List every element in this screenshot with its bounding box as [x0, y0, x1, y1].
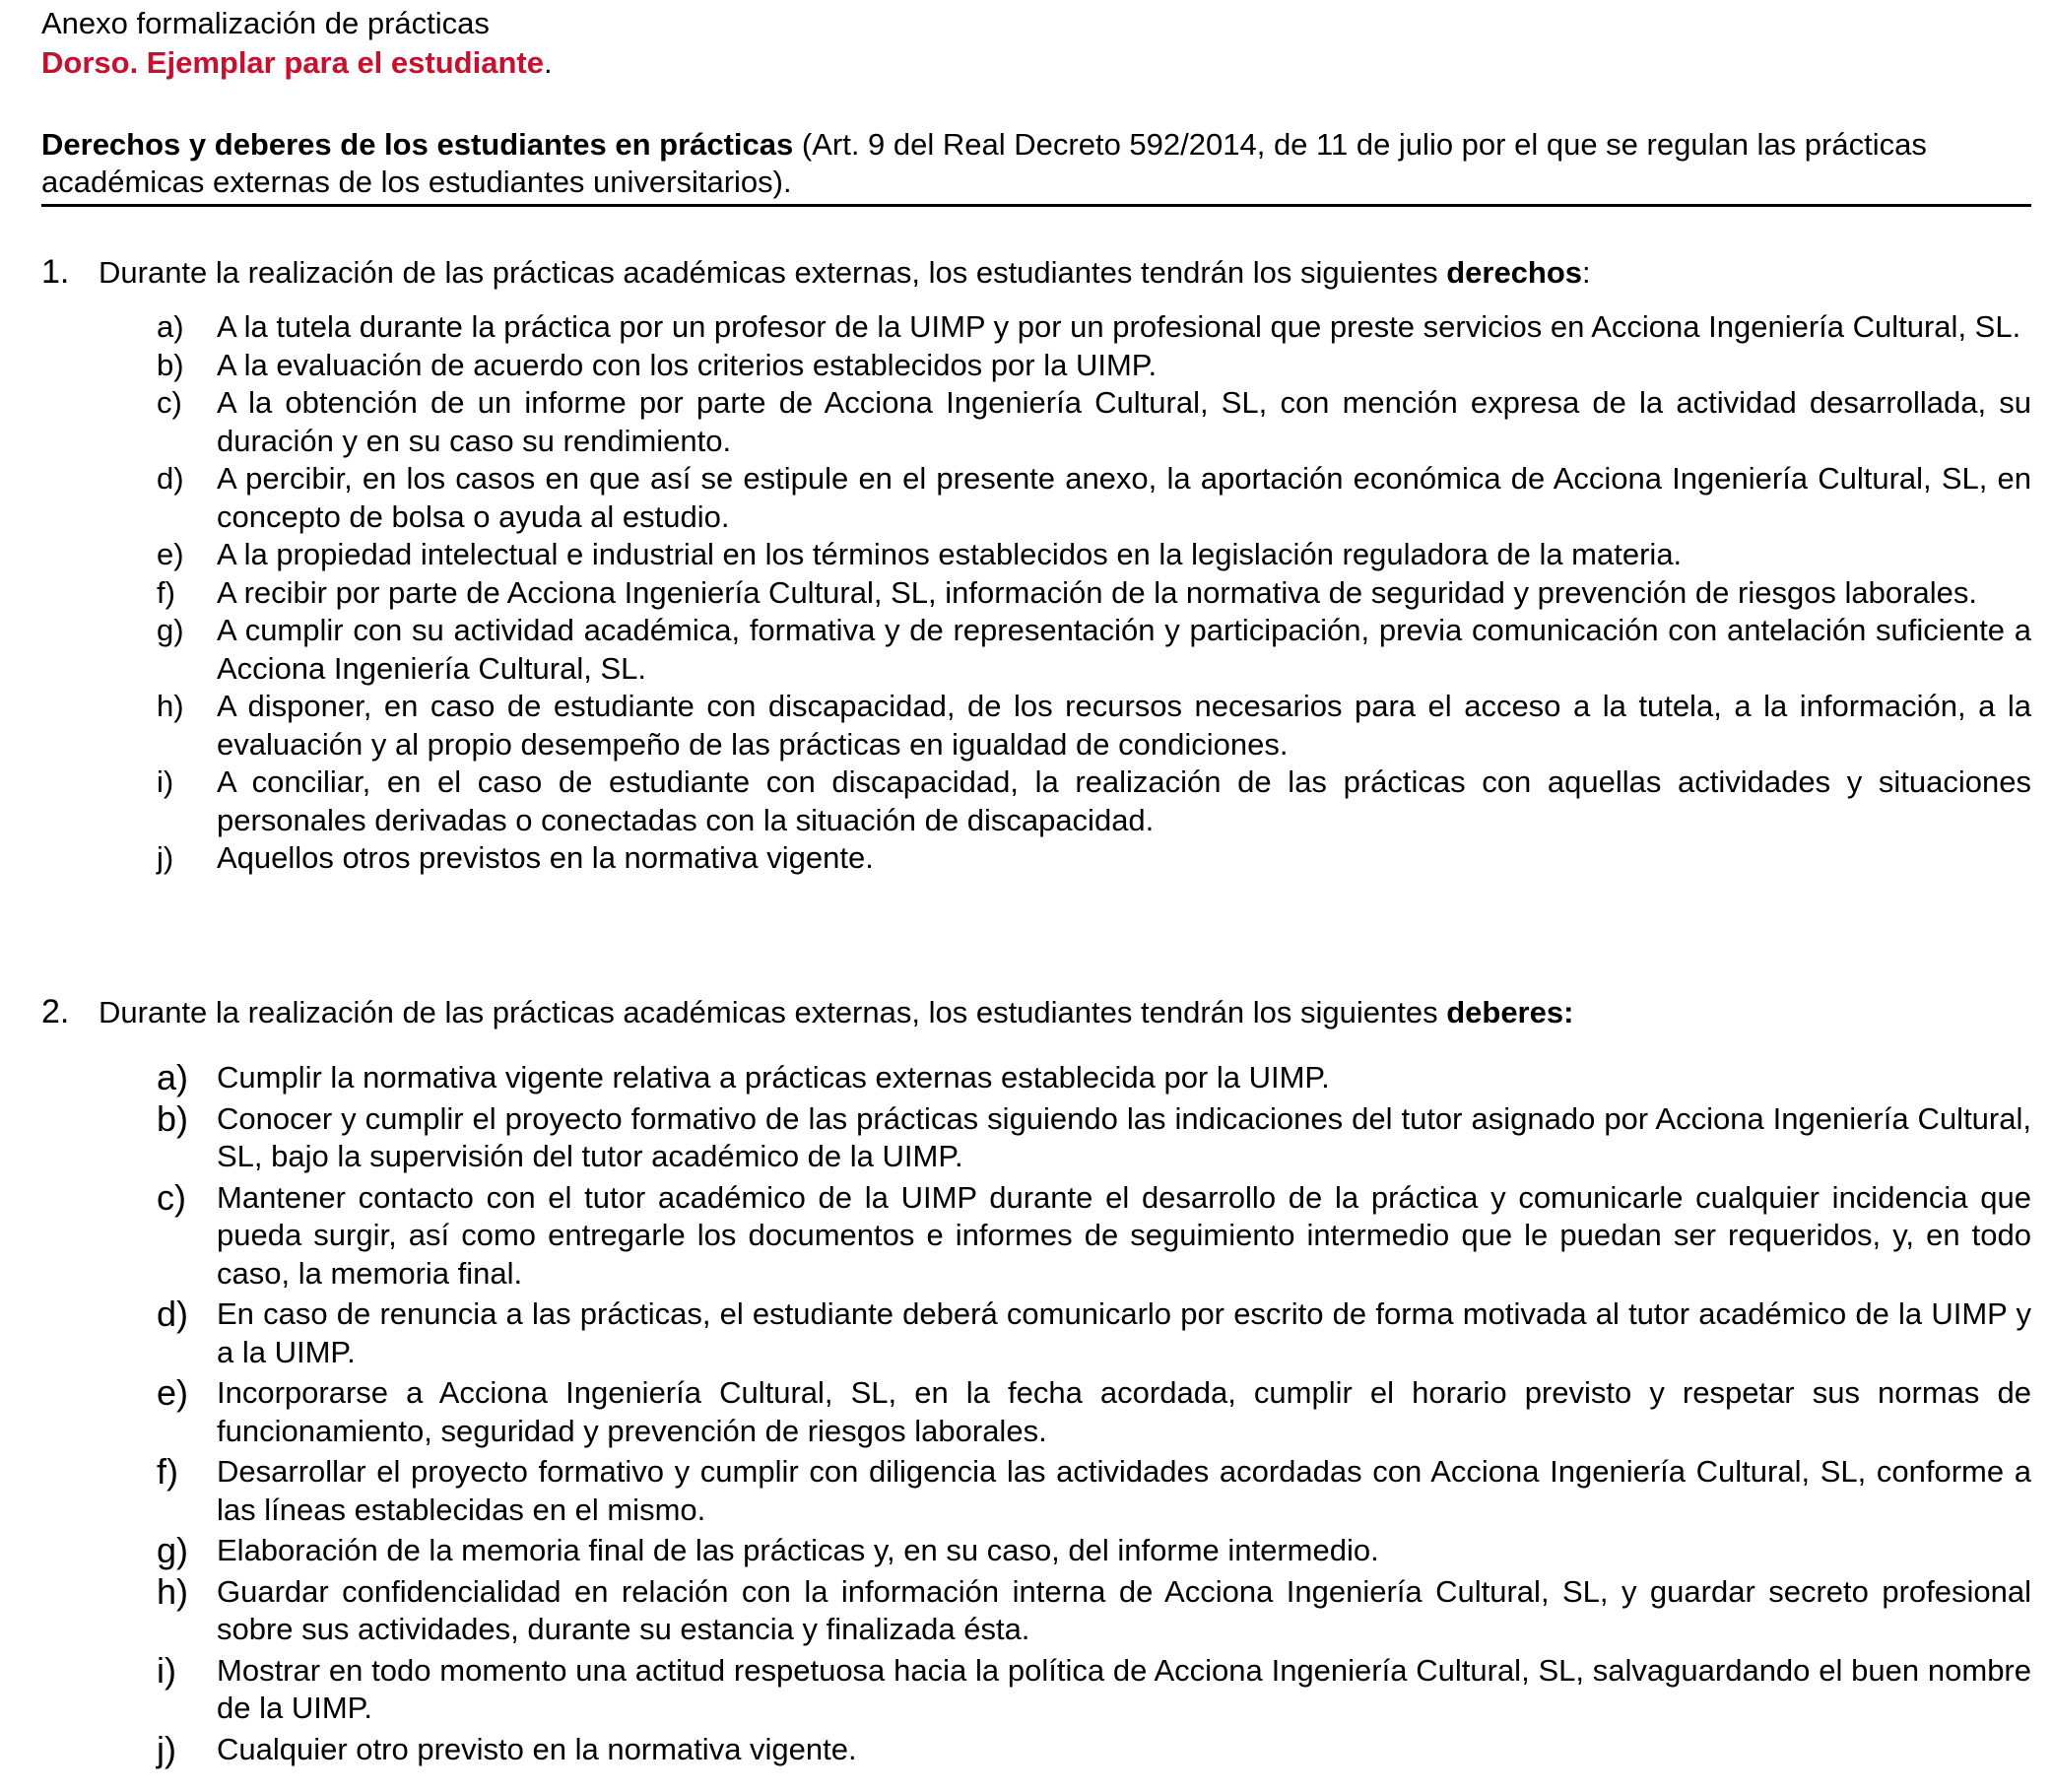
- list-item: [41, 1532, 2031, 1570]
- list-item-text: Mostrar en todo momento una actitud respetuosa hacia la política de Acciona Ingeniería Cultural, SL, salvaguardando el buen nombre de la UIMP.: [217, 1652, 2031, 1725]
- list-item-marker: e): [157, 537, 184, 571]
- list-item-marker: g): [157, 1530, 189, 1570]
- document-header-title: Anexo formalización de prácticas: [41, 6, 490, 40]
- list-item-text: Cumplir la normativa vigente relativa a prácticas externas establecida por la UIMP.: [217, 1060, 1330, 1095]
- list-item-marker: g): [157, 613, 184, 647]
- section1-keyword: derechos: [1446, 255, 1583, 290]
- list-item-text: A conciliar, en el caso de estudiante con discapacidad, la realización de las prácticas con aquellas actividades y situaciones personales derivadas o conectadas con la situación de discapacidad.: [217, 764, 2031, 837]
- list-item-text: A disponer, en caso de estudiante con discapacidad, de los recursos necesarios para el acceso a la tutela, a la información, a la evaluación y al propio desempeño de las prácticas en igualdad de condiciones.: [217, 689, 2031, 762]
- section2-list: [41, 1059, 2031, 1771]
- list-item: [41, 1570, 2031, 1649]
- section2-number: 2.: [41, 993, 70, 1030]
- list-item-marker: i): [157, 1649, 176, 1691]
- list-item-marker: c): [157, 1176, 186, 1218]
- list-item-text: Aquellos otros previstos en la normativa vigente.: [217, 840, 874, 875]
- list-item-marker: f): [157, 1451, 178, 1492]
- list-item: [41, 1374, 2031, 1450]
- subtitle-period: .: [543, 45, 553, 80]
- list-item-text: A la evaluación de acuerdo con los criterios establecidos por la UIMP.: [217, 347, 1158, 382]
- list-item-marker: e): [157, 1372, 189, 1413]
- list-item-marker: a): [157, 309, 184, 344]
- section1-list: [41, 308, 2031, 878]
- list-item: [41, 460, 2031, 536]
- heading-bold: Derechos y deberes de los estudiantes en prácticas: [41, 127, 794, 162]
- list-item-marker: f): [157, 574, 175, 610]
- list-item: [41, 1059, 2031, 1097]
- heading-underline: [41, 204, 2031, 207]
- section1-intro: Durante la realización de las prácticas académicas externas, los estudiantes tendrán los siguientes: [99, 255, 1447, 290]
- section1-suffix: :: [1582, 255, 1591, 290]
- list-item-marker: d): [157, 1294, 189, 1334]
- list-item: [41, 1728, 2031, 1769]
- list-item-text: A cumplir con su actividad académica, formativa y de representación y participación, previa comunicación con antelación suficiente a Acciona Ingeniería Cultural, SL.: [217, 613, 2031, 686]
- section-heading: [41, 126, 1977, 201]
- list-item-marker: b): [157, 347, 184, 382]
- list-item: [41, 688, 2031, 763]
- list-item-marker: b): [157, 1097, 189, 1139]
- section1-number: 1.: [41, 253, 70, 291]
- list-item-text: Guardar confidencialidad en relación con la información interna de Acciona Ingeniería Cultural, SL, y guardar secreto profesional sobre sus actividades, durante su estancia y finalizada ésta.: [217, 1573, 2031, 1646]
- subtitle-text: Dorso. Ejemplar para el estudiante: [41, 45, 544, 80]
- list-item: [41, 1097, 2031, 1176]
- list-item-text: Elaboración de la memoria final de las prácticas y, en su caso, del informe intermedio.: [217, 1533, 1379, 1567]
- section2-keyword: deberes:: [1446, 995, 1574, 1029]
- section2-title: [41, 993, 1573, 1031]
- list-item: [41, 1295, 2031, 1371]
- list-item-text: A la obtención de un informe por parte de Acciona Ingeniería Cultural, SL, con mención expresa de la actividad desarrollada, su duración y en su caso su rendimiento.: [217, 385, 2031, 458]
- list-item-text: Cualquier otro previsto en la normativa vigente.: [217, 1731, 857, 1766]
- list-item: [41, 1453, 2031, 1529]
- list-item-marker: d): [157, 461, 184, 496]
- section2-intro: Durante la realización de las prácticas académicas externas, los estudiantes tendrán los siguientes: [99, 995, 1447, 1029]
- document-header-subtitle: [41, 44, 553, 82]
- list-item: [41, 839, 2031, 878]
- list-item: [41, 536, 2031, 574]
- list-item-text: En caso de renuncia a las prácticas, el estudiante deberá comunicarlo por escrito de forma motivada al tutor académico de la UIMP y a la UIMP.: [217, 1296, 2031, 1369]
- heading-rest: (Art. 9 del Real Decreto 592/2014, de 11 de julio por el que se regulan las prácticas académicas externas de los estudiantes universitarios).: [41, 127, 1927, 199]
- list-item-marker: j): [157, 840, 174, 875]
- list-item-text: Mantener contacto con el tutor académico de la UIMP durante el desarrollo de la práctica y comunicarle cualquier incidencia que pueda surgir, así como entregarle los documentos e informes de seguimiento intermedio que le puedan ser requeridos, y, en todo caso, la memoria final.: [217, 1179, 2031, 1291]
- list-item-marker: a): [157, 1057, 189, 1097]
- list-item-text: A la propiedad intelectual e industrial en los términos establecidos en la legislación reguladora de la materia.: [217, 537, 1683, 571]
- list-item-text: A la tutela durante la práctica por un profesor de la UIMP y por un profesional que preste servicios en Acciona Ingeniería Cultural, SL.: [217, 309, 2021, 344]
- list-item: [41, 612, 2031, 688]
- list-item-marker: h): [157, 689, 184, 723]
- list-item-marker: h): [157, 1570, 189, 1612]
- list-item: [41, 1176, 2031, 1294]
- list-item: [41, 574, 2031, 613]
- list-item-marker: i): [157, 764, 174, 799]
- list-item-text: Incorporarse a Acciona Ingeniería Cultural, SL, en la fecha acordada, cumplir el horario previsto y respetar sus normas de funcionamiento, seguridad y prevención de riesgos laborales.: [217, 1375, 2031, 1448]
- list-item-text: Desarrollar el proyecto formativo y cumplir con diligencia las actividades acordadas con Acciona Ingeniería Cultural, SL, conforme a las líneas establecidas en el mismo.: [217, 1454, 2031, 1527]
- list-item: [41, 384, 2031, 460]
- list-item: [41, 347, 2031, 385]
- list-item: [41, 763, 2031, 839]
- section1-title: [41, 253, 1591, 292]
- list-item-marker: c): [157, 385, 182, 420]
- list-item-marker: j): [157, 1728, 176, 1769]
- list-item: [41, 1649, 2031, 1728]
- list-item-text: Conocer y cumplir el proyecto formativo de las prácticas siguiendo las indicaciones del tutor asignado por Acciona Ingeniería Cultural, SL, bajo la supervisión del tutor académico de la UIMP.: [217, 1100, 2031, 1173]
- list-item-text: A percibir, en los casos en que así se estipule en el presente anexo, la aportación económica de Acciona Ingeniería Cultural, SL, en concepto de bolsa o ayuda al estudio.: [217, 461, 2031, 534]
- list-item-text: A recibir por parte de Acciona Ingeniería Cultural, SL, información de la normativa de seguridad y prevención de riesgos laborales.: [217, 574, 1977, 610]
- list-item: [41, 308, 2031, 347]
